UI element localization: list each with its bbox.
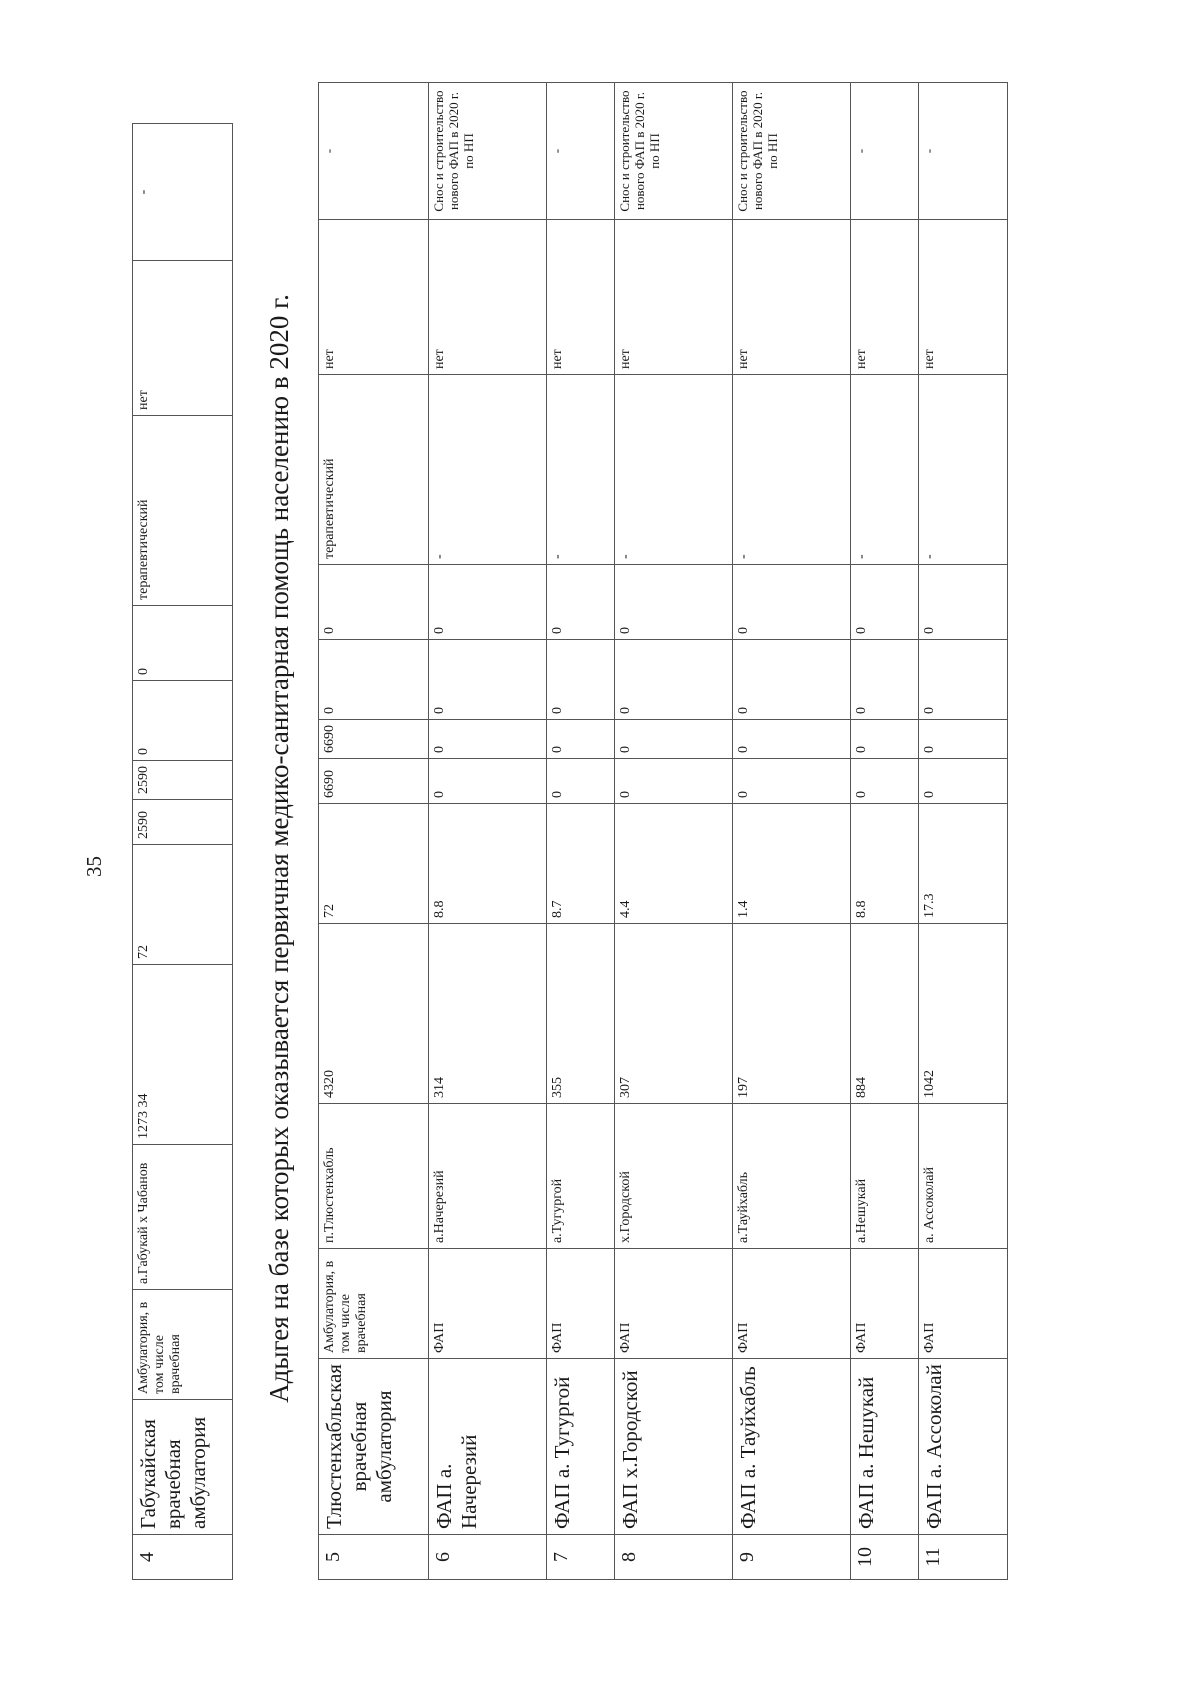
value-1: 0 (615, 759, 733, 804)
population: 4320 (319, 924, 429, 1104)
flag: нет (319, 220, 429, 375)
value-1: 0 (547, 759, 615, 804)
facility-name: Тлюстенхабльская врачебная амбулатория (319, 1359, 429, 1535)
profile: - (547, 375, 615, 565)
facility-name: ФАП х.Городской (615, 1359, 733, 1535)
facility-type: ФАП (547, 1249, 615, 1359)
flag: нет (133, 261, 233, 416)
distance: 72 (319, 804, 429, 924)
facility-type: Амбулатория, в том числе врачебная (133, 1290, 233, 1400)
note: Снос и строительство нового ФАП в 2020 г. по НП (615, 83, 733, 220)
note: Снос и строительство нового ФАП в 2020 г. по НП (733, 83, 851, 220)
flag: нет (851, 220, 919, 375)
value-2: 0 (851, 720, 919, 759)
settlement: п.Тлюстенхабль (319, 1104, 429, 1249)
note: - (319, 83, 429, 220)
page-number: 35 (82, 856, 106, 877)
population: 1273 34 (133, 965, 233, 1145)
profile: - (851, 375, 919, 565)
value-1: 2590 (133, 800, 233, 845)
value-3: 0 (919, 640, 1008, 720)
value-2: 0 (615, 720, 733, 759)
facility-type: ФАП (919, 1249, 1008, 1359)
distance: 4.4 (615, 804, 733, 924)
note: - (547, 83, 615, 220)
row-number: 10 (851, 1535, 919, 1580)
facility-name: ФАП а. Нешукай (851, 1359, 919, 1535)
value-2: 2590 (133, 761, 233, 800)
facility-type: ФАП (615, 1249, 733, 1359)
value-4: 0 (733, 565, 851, 640)
table-top (132, 123, 233, 1580)
table-row (547, 83, 615, 1580)
value-4: 0 (615, 565, 733, 640)
settlement: а.Тауйхабль (733, 1104, 851, 1249)
value-3: 0 (851, 640, 919, 720)
population: 307 (615, 924, 733, 1104)
note: Снос и строительство нового ФАП в 2020 г. по НП (429, 83, 547, 220)
note: - (133, 124, 233, 261)
facility-name: ФАП а. Начерезий (429, 1359, 547, 1535)
value-1: 6690 (319, 759, 429, 804)
facility-name: ФАП а. Тугургой (547, 1359, 615, 1535)
value-4: 0 (429, 565, 547, 640)
row-number: 7 (547, 1535, 615, 1580)
flag: нет (547, 220, 615, 375)
table-row (851, 83, 919, 1580)
value-4: 0 (133, 606, 233, 681)
distance: 8.8 (429, 804, 547, 924)
value-1: 0 (851, 759, 919, 804)
value-2: 0 (547, 720, 615, 759)
profile: - (919, 375, 1008, 565)
facility-name: ФАП а. Ассоколай (919, 1359, 1008, 1535)
settlement: а.Нешукай (851, 1104, 919, 1249)
row-number: 8 (615, 1535, 733, 1580)
facility-type: ФАП (733, 1249, 851, 1359)
table-row (133, 124, 233, 1580)
value-4: 0 (919, 565, 1008, 640)
facility-name: ФАП а. Тауйхабль (733, 1359, 851, 1535)
value-4: 0 (547, 565, 615, 640)
facility-type: ФАП (429, 1249, 547, 1359)
table-main (318, 82, 1008, 1580)
distance: 8.8 (851, 804, 919, 924)
distance: 1.4 (733, 804, 851, 924)
value-4: 0 (851, 565, 919, 640)
facility-name: Габукайская врачебная амбулатория (133, 1400, 233, 1535)
table-row (733, 83, 851, 1580)
value-3: 0 (547, 640, 615, 720)
value-2: 6690 (319, 720, 429, 759)
facility-type: ФАП (851, 1249, 919, 1359)
value-4: 0 (319, 565, 429, 640)
table-row (615, 83, 733, 1580)
profile: - (733, 375, 851, 565)
distance: 8.7 (547, 804, 615, 924)
row-number: 5 (319, 1535, 429, 1580)
row-number: 9 (733, 1535, 851, 1580)
row-number: 4 (133, 1535, 233, 1580)
value-1: 0 (919, 759, 1008, 804)
settlement: х.Городской (615, 1104, 733, 1249)
note: - (851, 83, 919, 220)
table-row (319, 83, 429, 1580)
population: 884 (851, 924, 919, 1104)
section-title: Адыгея на базе которых оказывается первичная медико-санитарная помощь населению в 2020 г. (264, 294, 294, 1403)
value-2: 0 (429, 720, 547, 759)
value-3: 0 (133, 681, 233, 761)
settlement: а. Ассоколай (919, 1104, 1008, 1249)
value-3: 0 (733, 640, 851, 720)
row-number: 6 (429, 1535, 547, 1580)
profile: терапевтический (319, 375, 429, 565)
population: 197 (733, 924, 851, 1104)
distance: 72 (133, 845, 233, 965)
row-number: 11 (919, 1535, 1008, 1580)
value-3: 0 (615, 640, 733, 720)
settlement: а.Начерезий (429, 1104, 547, 1249)
settlement: а.Тугургой (547, 1104, 615, 1249)
flag: нет (733, 220, 851, 375)
flag: нет (919, 220, 1008, 375)
value-1: 0 (429, 759, 547, 804)
settlement: а.Габукай х Чабанов (133, 1145, 233, 1290)
distance: 17.3 (919, 804, 1008, 924)
profile: терапевтический (133, 416, 233, 606)
flag: нет (615, 220, 733, 375)
population: 355 (547, 924, 615, 1104)
note: - (919, 83, 1008, 220)
value-1: 0 (733, 759, 851, 804)
table-row (919, 83, 1008, 1580)
population: 314 (429, 924, 547, 1104)
profile: - (615, 375, 733, 565)
value-2: 0 (733, 720, 851, 759)
facility-type: Амбулатория, в том числе врачебная (319, 1249, 429, 1359)
value-3: 0 (429, 640, 547, 720)
table-row (429, 83, 547, 1580)
value-2: 0 (919, 720, 1008, 759)
profile: - (429, 375, 547, 565)
value-3: 0 (319, 640, 429, 720)
population: 1042 (919, 924, 1008, 1104)
flag: нет (429, 220, 547, 375)
